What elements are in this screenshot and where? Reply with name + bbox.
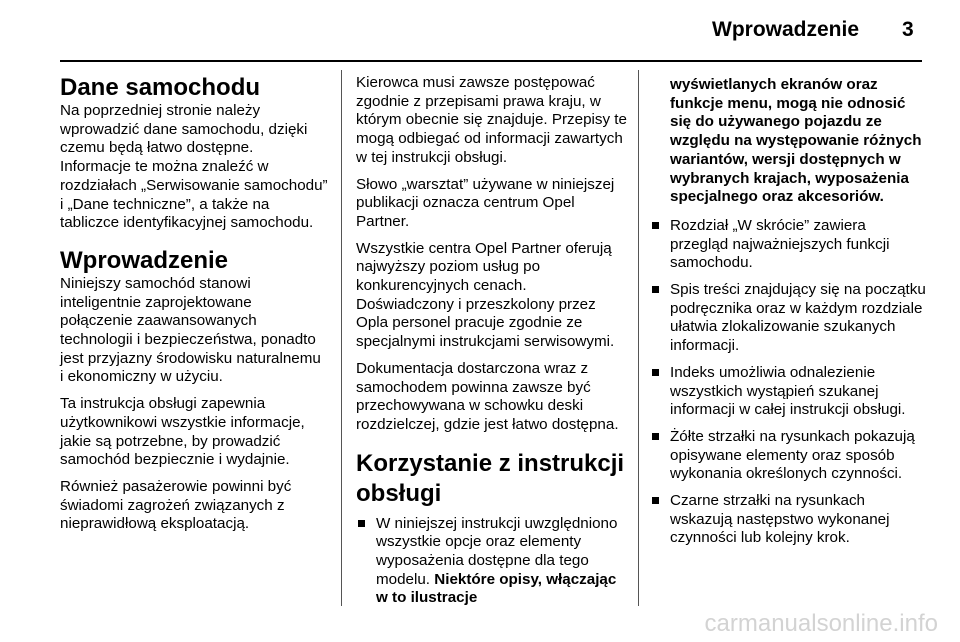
list-item-continuation	[650, 76, 926, 207]
list-item	[650, 428, 926, 484]
heading-introduction: Wprowadzenie	[60, 246, 229, 274]
bullet-text-bold: Niektóre opisy, włączając w to ilustracje	[376, 570, 617, 607]
list-item	[356, 515, 628, 609]
list-item	[650, 492, 926, 548]
column-divider-left	[341, 70, 342, 606]
square-bullet-icon	[652, 286, 659, 293]
header-title: Wprowadzenie	[712, 18, 860, 41]
square-bullet-icon	[652, 433, 659, 440]
paragraph: Ta instrukcja obsługi zapewnia użytkownikowi wszystkie informacje, jakie są potrzebne, by prowadzić samochód bezpiecznie i wydajnie.	[60, 395, 305, 469]
bullet-list-continued	[650, 76, 926, 548]
bullet-text: Rozdział „W skrócie” zawiera przegląd najważniejszych funkcji samochodu.	[670, 216, 890, 272]
bullet-text: W niniejszej instrukcji uwzględniono wszystkie opcje oraz elementy wyposażenia dostępne dla tego modelu.	[376, 514, 618, 588]
list-item	[650, 217, 926, 273]
header-divider	[60, 60, 922, 62]
paragraph: Kierowca musi zawsze postępować zgodnie z przepisami prawa kraju, w którym obecnie się znajduje. Przepisy te mogą odbiegać od informacji zawartych w tej instrukcji obsługi.	[356, 74, 627, 166]
square-bullet-icon	[652, 222, 659, 229]
column-divider-right	[638, 70, 639, 606]
heading-using-manual: Korzystanie z instrukcji obsługi	[356, 449, 625, 507]
page-number: 3	[902, 18, 914, 41]
heading-vehicle-data: Dane samochodu	[60, 74, 261, 101]
bullet-list	[356, 515, 628, 609]
paragraph: Dokumentacja dostarczona wraz z samochodem powinna zawsze być przechowywana w schowku deski rozdzielczej, gdzie jest łatwo dostępna.	[356, 359, 619, 433]
paragraph: Niniejszy samochód stanowi inteligentnie zaprojektowane połączenie zaawansowanych technologii i bezpieczeństwa, ponadto jest przyjazny środowisku naturalnemu i ekonomiczny w użyciu.	[60, 274, 321, 386]
list-item	[650, 281, 926, 356]
paragraph: Również pasażerowie powinni być świadomi zagrożeń związanych z nieprawidłową eksploatacją.	[60, 477, 292, 533]
bullet-text: Czarne strzałki na rysunkach wskazują następstwo wykonanej czynności lub kolejny krok.	[670, 492, 890, 547]
paragraph: Wszystkie centra Opel Partner oferują najwyższy poziom usług po konkurencyjnych cenach. Doświadczony i przeszkolony przez Opla personel pracuje zgodnie ze specjalnymi instrukcjami serwisowymi.	[356, 239, 615, 351]
bullet-text: Spis treści znajdujący się na początku podręcznika oraz w każdym rozdziale ułatwia zlokalizowanie szukanych informacji.	[670, 281, 926, 355]
column-2	[356, 74, 628, 616]
column-1	[60, 74, 328, 542]
bullet-text: Indeks umożliwia odnalezienie wszystkich wystąpień szukanej informacji w całej instrukcji obsługi.	[670, 363, 906, 419]
bullet-text: Żółte strzałki na rysunkach pokazują opisywane elementy oraz sposób wykonania określonych czynności.	[670, 427, 915, 483]
list-item	[650, 364, 926, 420]
watermark: carmanualsonline.info	[704, 610, 938, 637]
paragraph: Na poprzedniej stronie należy wprowadzić dane samochodu, dzięki czemu będą łatwo dostępne. Informacje te można znaleźć w rozdziałach „Serwisowanie samochodu” i „Dane techniczne”, a także na tabliczce identyfikacyjnej samochodu.	[60, 102, 328, 232]
square-bullet-icon	[652, 497, 659, 504]
square-bullet-icon	[652, 369, 659, 376]
square-bullet-icon	[358, 520, 365, 527]
paragraph: Słowo „warsztat” używane w niniejszej publikacji oznacza centrum Opel Partner.	[356, 175, 615, 230]
bullet-text-bold: wyświetlanych ekranów oraz funkcje menu, mogą nie odnosić się do używanego pojazdu ze względu na występowanie różnych wariantów, wersji dostępnych w wybranych krajach, wyposażenia specjalnego oraz akcesoriów.	[670, 76, 922, 206]
column-3	[650, 76, 926, 556]
